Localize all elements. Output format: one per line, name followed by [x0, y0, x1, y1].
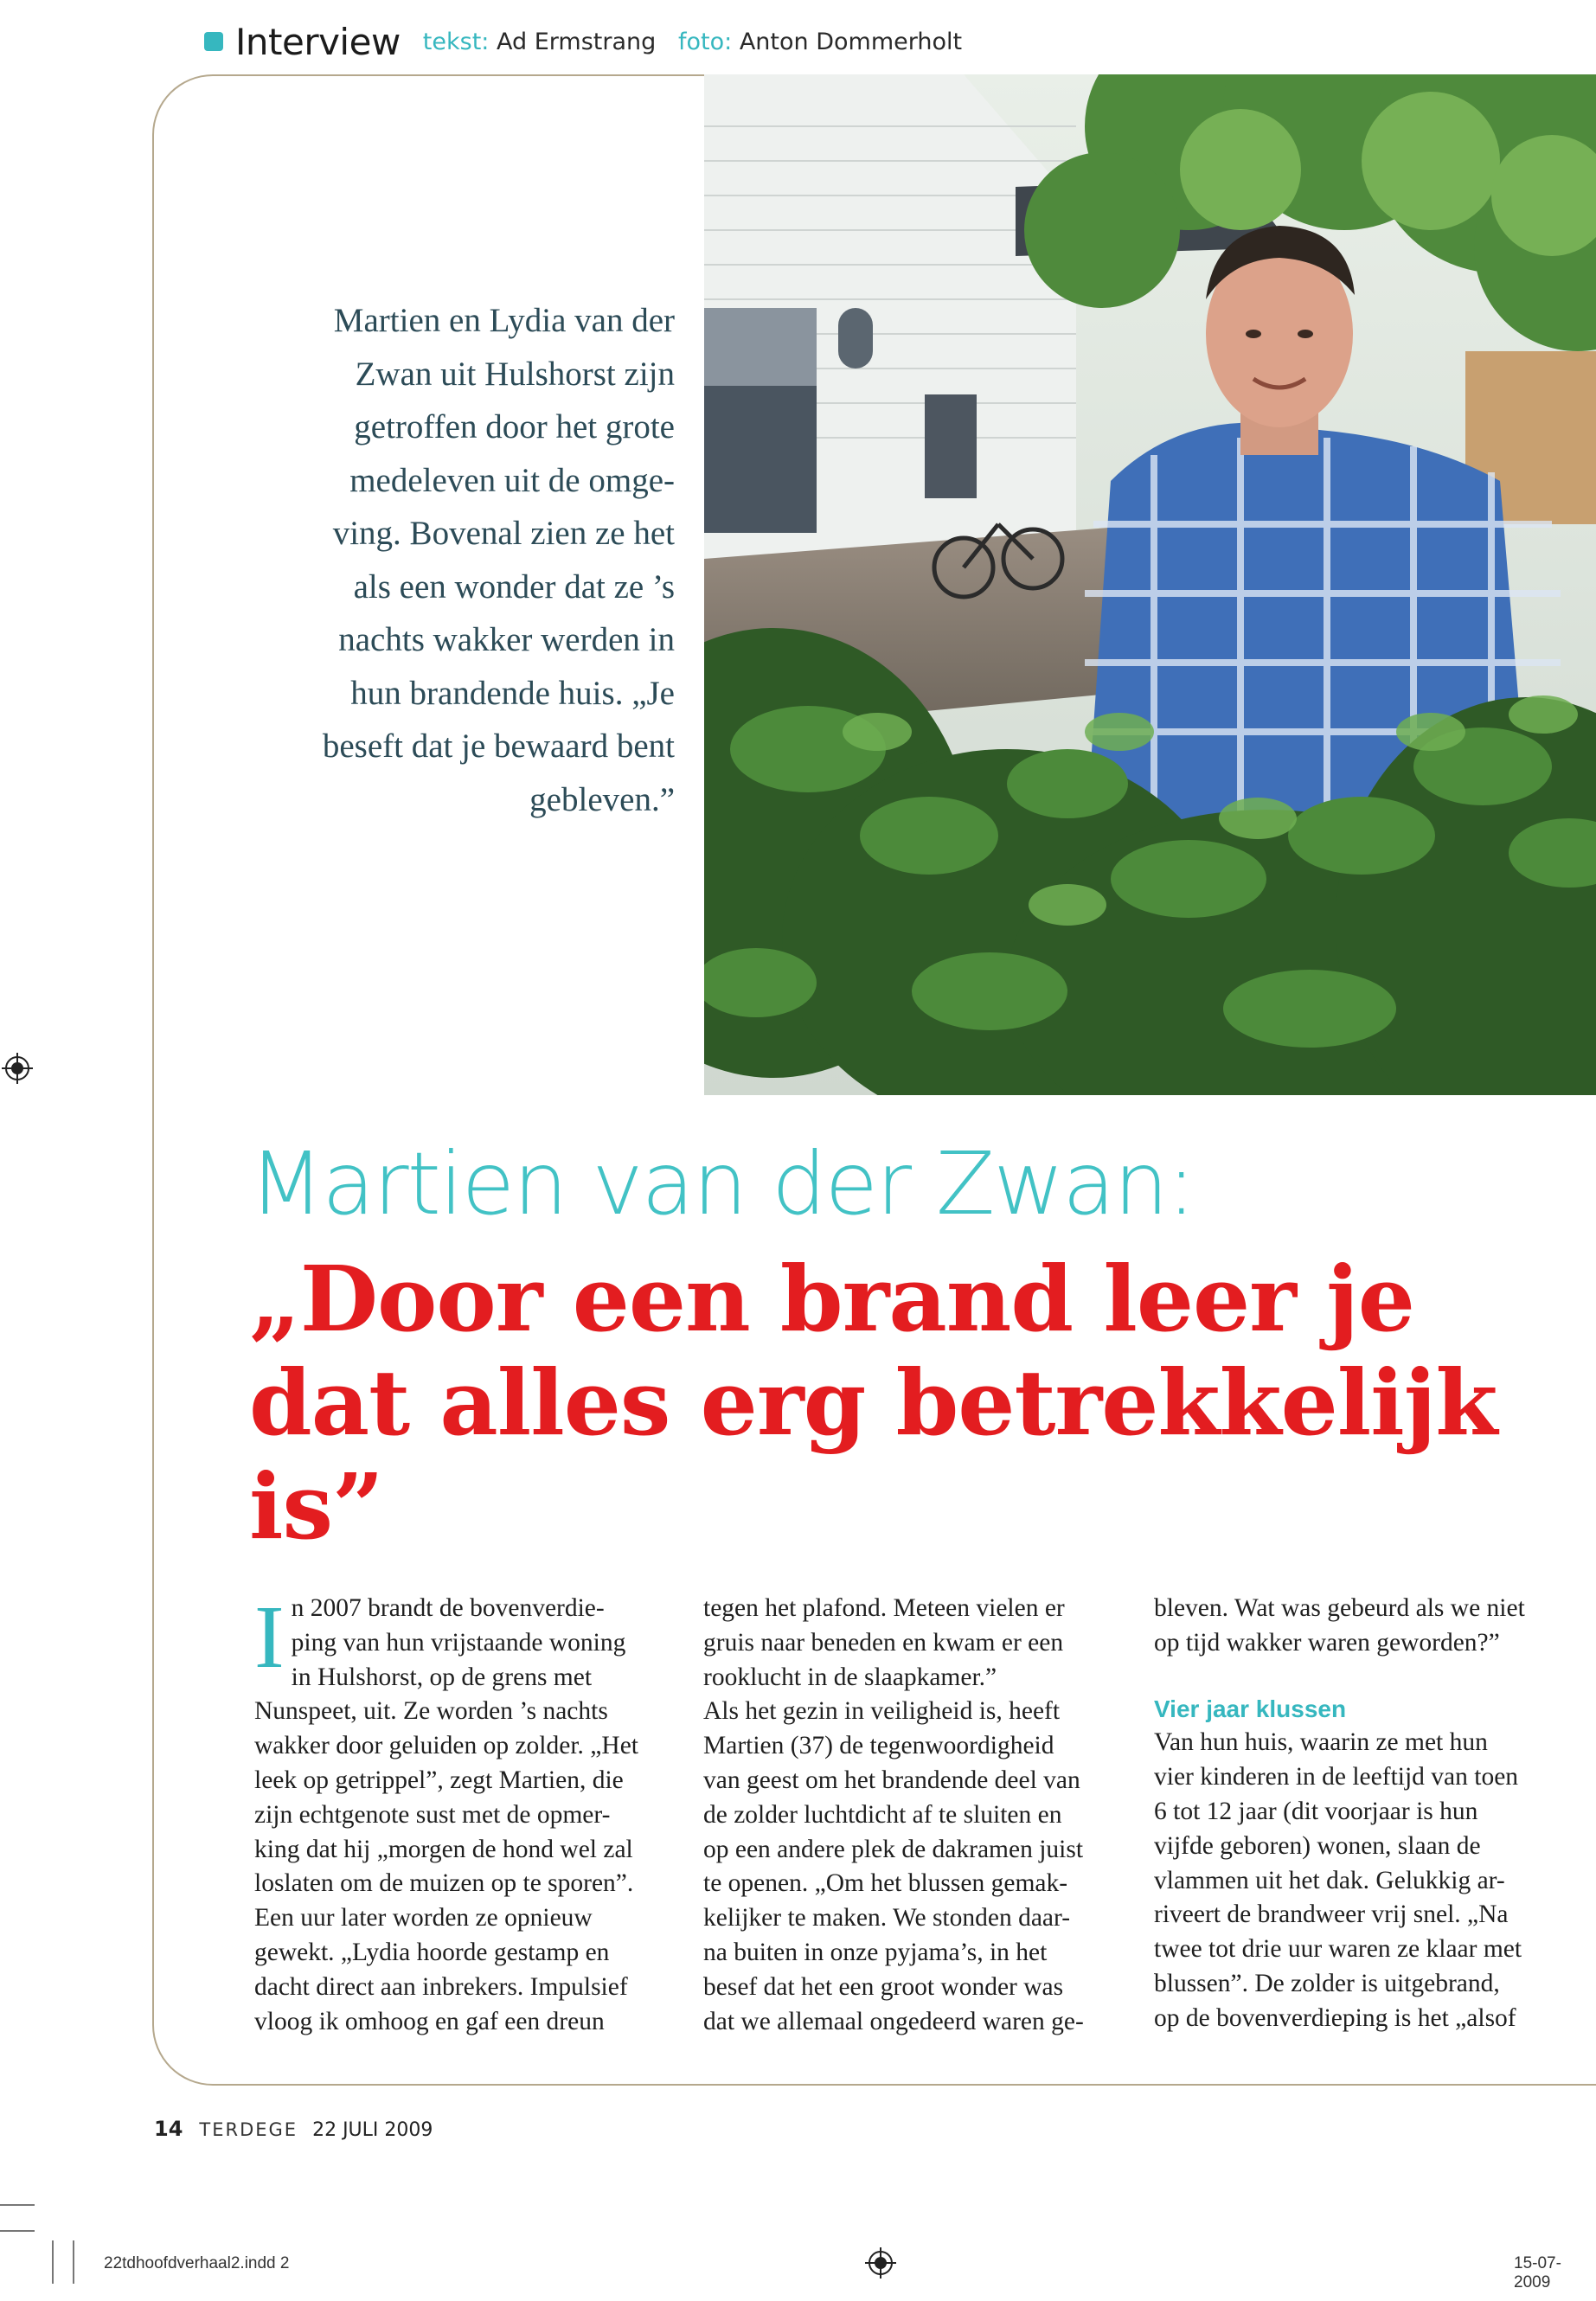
photo-credit-label: foto: [678, 28, 733, 55]
page-folio [154, 2117, 433, 2141]
body-line: leek op getrippel”, zegt Martien, die [254, 1766, 624, 1794]
body-line: ping van hun vrijstaande woning [291, 1628, 626, 1657]
intro-line: getroffen door het grote [354, 408, 675, 445]
registration-mark-icon [2, 1053, 33, 1084]
intro-line: hun brandende huis. „Je [350, 674, 675, 712]
body-line: op de bovenverdieping is het „alsof [1154, 2003, 1516, 2032]
slug-date: 15-07-2009 [1514, 2254, 1561, 2291]
section-marker-icon [204, 32, 223, 51]
body-line: vier kinderen in de leeftijd van toen [1154, 1763, 1519, 1791]
body-line: gewekt. „Lydia hoorde gestamp en [254, 1938, 610, 1966]
body-column-1 [254, 1587, 678, 2039]
headline-name: Martien van der Zwan: [249, 1133, 1195, 1234]
crop-mark [0, 2230, 35, 2232]
issue-date: 22 JULI 2009 [312, 2119, 433, 2141]
text-credit-label: tekst: [422, 28, 490, 55]
credits [423, 29, 962, 55]
slug-filename: 22tdhoofdverhaal2.indd 2 [104, 2254, 290, 2272]
body-line: vlammen uit het dak. Gelukkig ar- [1154, 1866, 1505, 1894]
intro-line: medeleven uit de omge- [349, 461, 675, 499]
body-line: na buiten in onze pyjama’s, in het [703, 1938, 1048, 1966]
body-line: riveert de brandweer vrij snel. „Na [1154, 1900, 1509, 1929]
intro-line: nachts wakker werden in [338, 621, 675, 658]
body-line: tegen het plafond. Meteen vielen er [703, 1594, 1065, 1622]
body-line: blussen”. De zolder is uitgebrand, [1154, 1969, 1500, 1997]
crop-mark [0, 2204, 35, 2206]
crop-mark [52, 2240, 54, 2284]
body-line: zijn echtgenote sust met de opmer- [254, 1800, 611, 1829]
intro-line: beseft dat je bewaard bent [322, 727, 675, 765]
page-header [204, 17, 962, 66]
body-line: rooklucht in de slaapkamer.” [703, 1663, 997, 1691]
body-line: loslaten om de muizen op te sporen”. [254, 1869, 634, 1898]
body-line: kelijker te maken. We stonden daar- [703, 1904, 1071, 1932]
body-line: Een uur later worden ze opnieuw [254, 1904, 593, 1932]
portrait-photo [704, 74, 1596, 1095]
headline-quote: „Door een brand leer je dat alles erg betrekkelijk is” [249, 1246, 1497, 1560]
body-line: op een andere plek de dakramen juist [703, 1835, 1084, 1863]
intro-line: als een wonder dat ze ’s [353, 567, 675, 606]
body-line: vijfde geboren) wonen, slaan de [1154, 1831, 1481, 1860]
author-name: Ad Ermstrang [496, 28, 657, 55]
body-line: n 2007 brandt de bovenverdie- [291, 1594, 605, 1622]
body-line: king dat hij „morgen de hond wel zal [254, 1835, 633, 1863]
body-line: van geest om het brandende deel van [703, 1766, 1080, 1794]
body-line: in Hulshorst, op de grens met [291, 1663, 593, 1691]
body-line: Van hun huis, waarin ze met hun [1154, 1728, 1488, 1757]
subheading: Vier jaar klussen [1154, 1695, 1347, 1722]
body-line: bleven. Wat was gebeurd als we niet [1154, 1594, 1525, 1622]
body-column-3 [1154, 1592, 1578, 2036]
body-line: te openen. „Om het blussen gemak- [703, 1869, 1068, 1898]
magazine-name: TERDEGE [199, 2119, 298, 2140]
drop-cap: I [254, 1587, 285, 1687]
intro-line: Zwan uit Hulshorst zijn [355, 355, 675, 393]
body-line: de zolder luchtdicht af te sluiten en [703, 1800, 1062, 1829]
body-line: besef dat het een groot wonder was [703, 1972, 1064, 2001]
body-line: twee tot drie uur waren ze klaar met [1154, 1935, 1522, 1964]
body-line: dat we allemaal ongedeerd waren ge- [703, 2007, 1084, 2035]
page-number: 14 [154, 2117, 183, 2141]
body-line: wakker door geluiden op zolder. „Het [254, 1732, 638, 1760]
body-line: 6 tot 12 jaar (dit voorjaar is hun [1154, 1797, 1478, 1825]
body-line: Als het gezin in veiligheid is, heeft [703, 1697, 1061, 1726]
body-line: vloog ik omhoog en gaf een dreun [254, 2007, 605, 2035]
intro-line: ving. Bovenal zien ze het [332, 515, 675, 552]
photographer-name: Anton Dommerholt [739, 28, 963, 55]
intro-line: Martien en Lydia van der [333, 302, 675, 339]
section-label: Interview [235, 20, 401, 63]
body-line: op tijd wakker waren geworden?” [1154, 1628, 1500, 1657]
crop-mark [73, 2240, 74, 2284]
registration-mark-icon [865, 2247, 896, 2279]
intro-text [242, 294, 675, 826]
body-line: Martien (37) de tegenwoordigheid [703, 1732, 1054, 1760]
body-line: Nunspeet, uit. Ze worden ’s nachts [254, 1697, 608, 1726]
intro-line: gebleven.” [529, 780, 675, 818]
body-line: dacht direct aan inbrekers. Impulsief [254, 1972, 628, 2001]
body-column-2 [703, 1592, 1127, 2039]
body-line: gruis naar beneden en kwam er een [703, 1628, 1064, 1657]
